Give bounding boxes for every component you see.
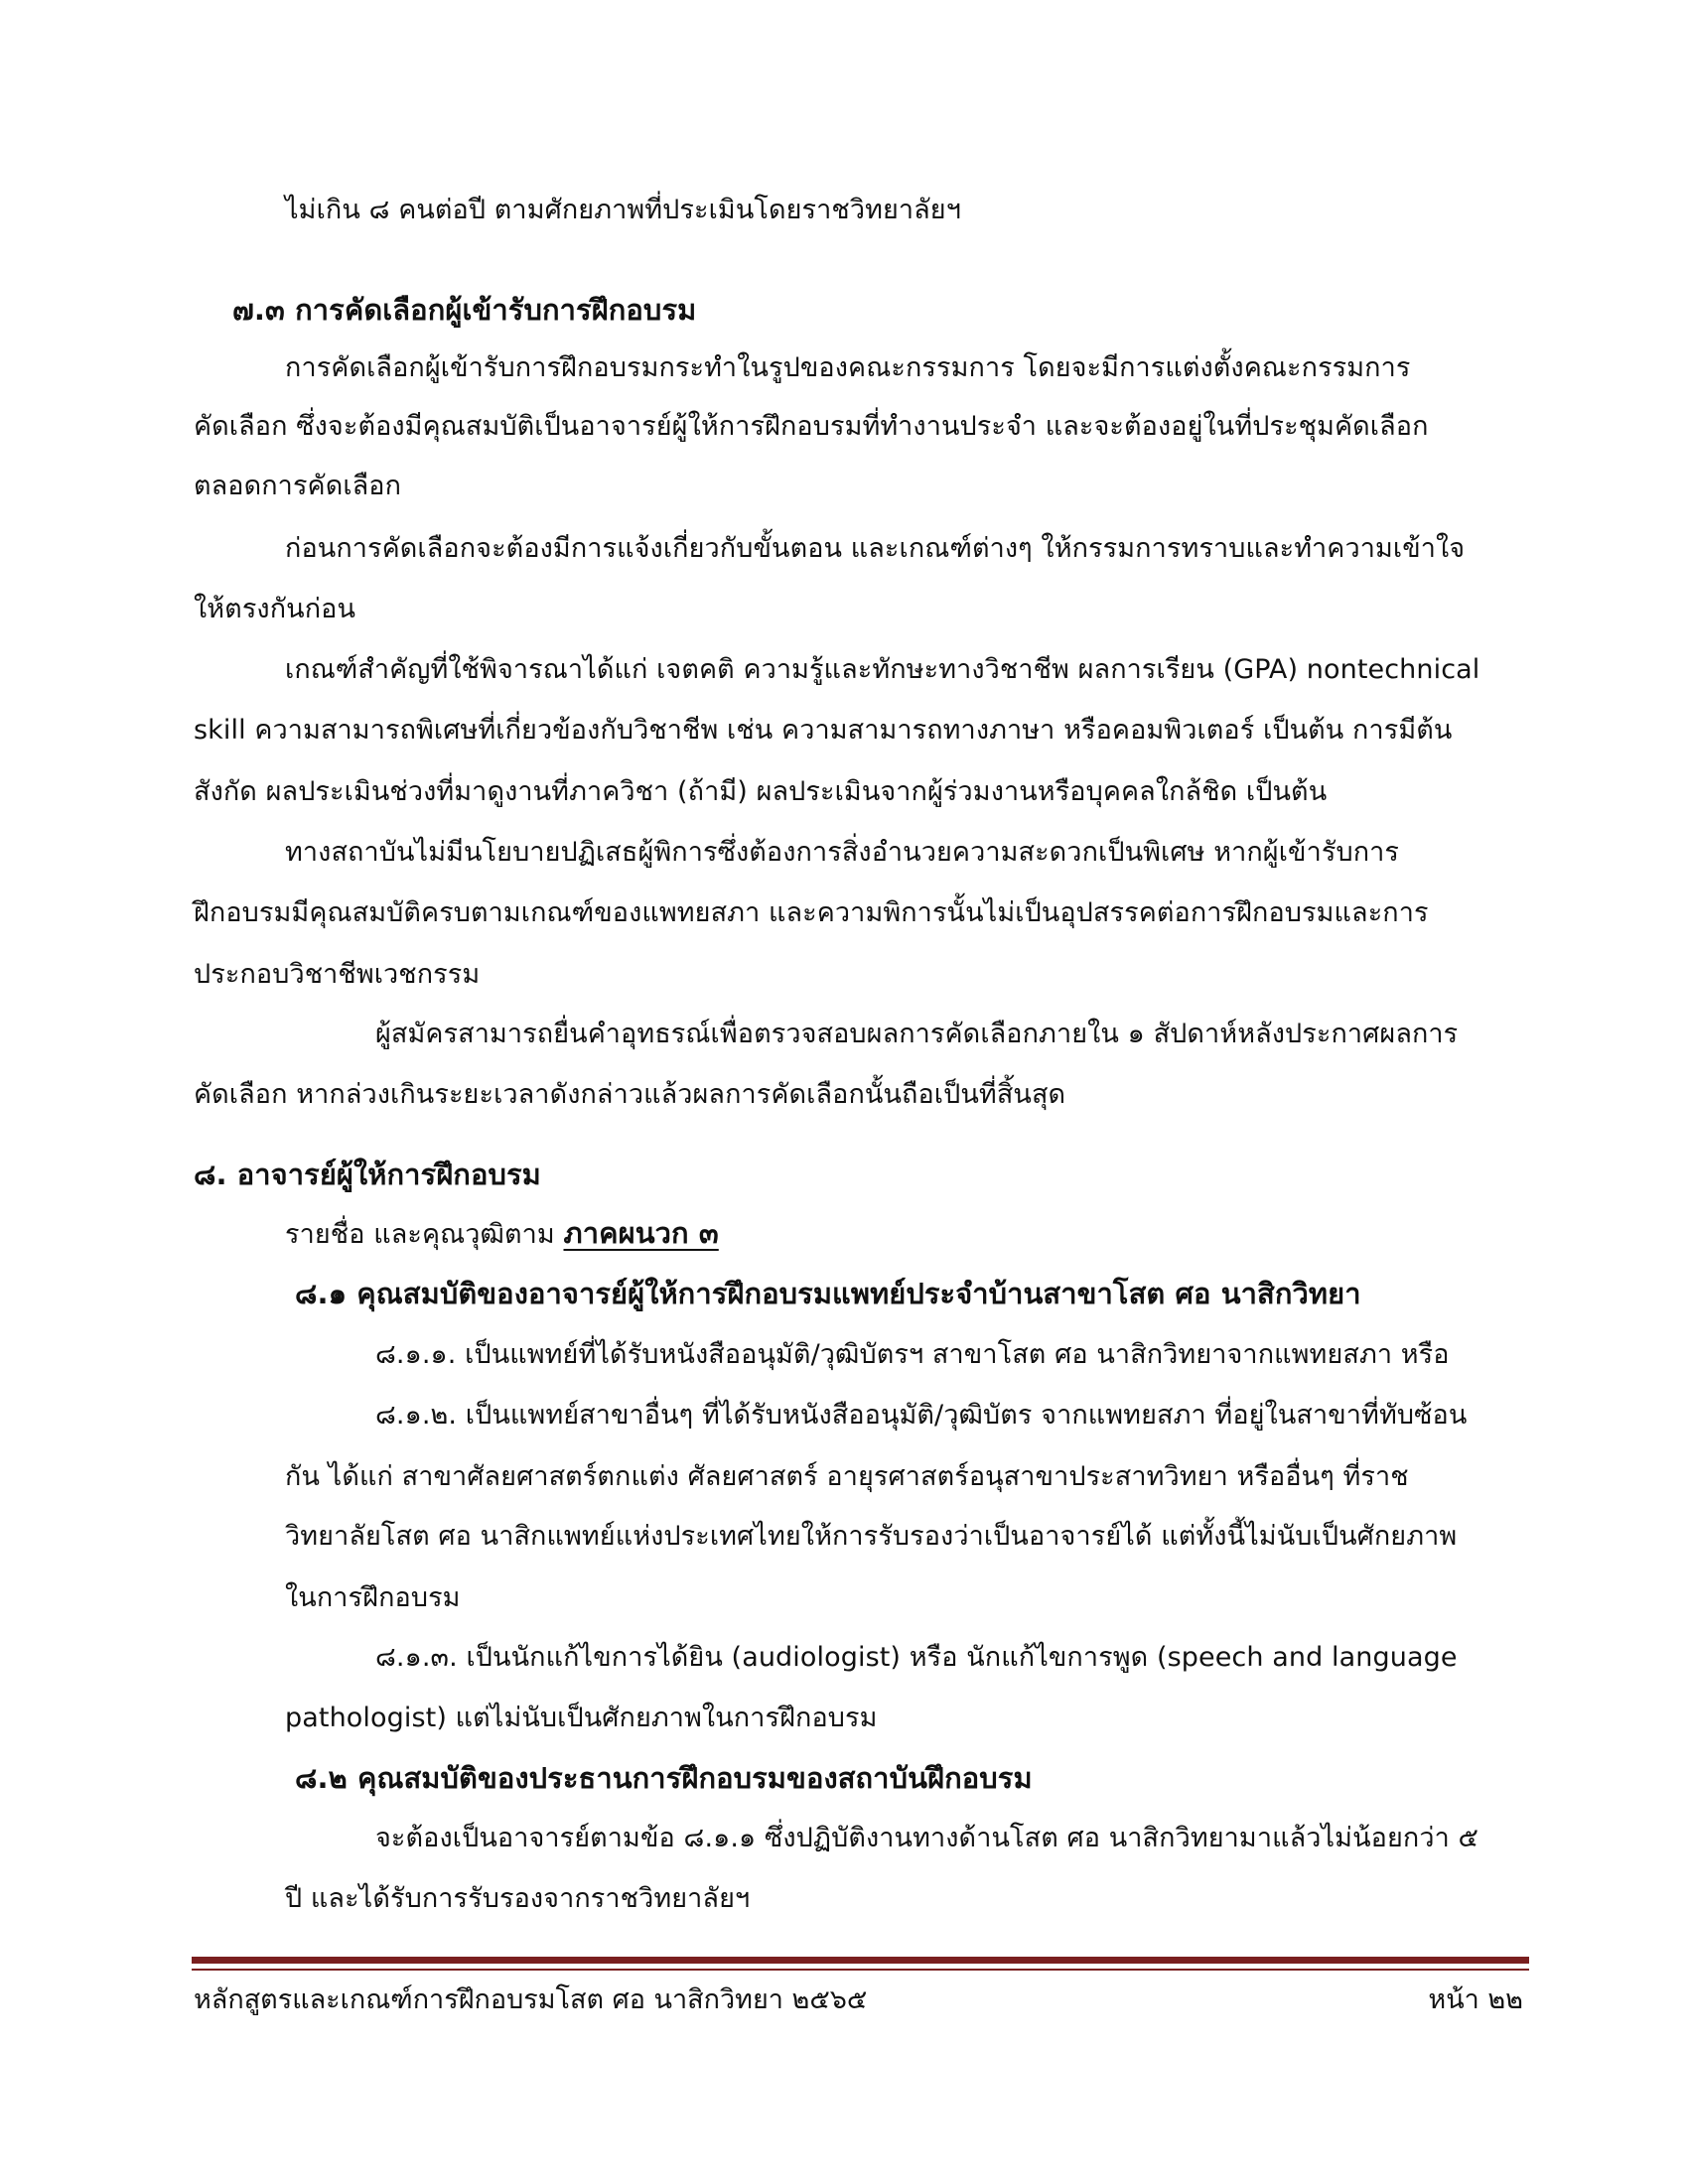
body-line: ในการฝึกอบรม: [285, 1582, 461, 1613]
body-line: skill ความสามารถพิเศษที่เกี่ยวข้องกับวิชาชีพ เช่น ความสามารถทางภาษา หรือคอมพิวเตอร์ เป็นต้น การมีต้น: [194, 715, 1453, 746]
body-line: คัดเลือก ซึ่งจะต้องมีคุณสมบัติเป็นอาจารย์ผู้ให้การฝึกอบรมที่ทำงานประจำ และจะต้องอยู่ในที่ประชุมคัดเลือก: [194, 411, 1429, 442]
body-line: การคัดเลือกผู้เข้ารับการฝึกอบรมกระทำในรูปของคณะกรรมการ โดยจะมีการแต่งตั้งคณะกรรมการ: [285, 352, 1411, 383]
section-heading-8: ๘. อาจารย์ผู้ให้การฝึกอบรม: [194, 1158, 541, 1191]
body-line: เกณฑ์สำคัญที่ใช้พิจารณาได้แก่ เจตคติ ความรู้และทักษะทางวิชาชีพ ผลการเรียน (GPA) nontechnical: [285, 654, 1480, 685]
body-line: ให้ตรงกันก่อน: [194, 594, 356, 624]
section-heading-7-3: ๗.๓ การคัดเลือกผู้เข้ารับการฝึกอบรม: [232, 293, 697, 327]
body-line: กัน ได้แก่ สาขาศัลยศาสตร์ตกแต่ง ศัลยศาสตร์ อายุรศาสตร์อนุสาขาประสาทวิทยา หรืออื่นๆ ที่ราช: [285, 1461, 1409, 1492]
appendix-3-reference: ภาคผนวก ๓: [563, 1216, 719, 1250]
body-line: pathologist) แต่ไม่นับเป็นศักยภาพในการฝึกอบรม: [285, 1703, 878, 1733]
footer-title: หลักสูตรและเกณฑ์การฝึกอบรมโสต ศอ นาสิกวิทยา ๒๕๖๕: [194, 1984, 868, 2015]
body-line: วิทยาลัยโสต ศอ นาสิกแพทย์แห่งประเทศไทยให้การรับรองว่าเป็นอาจารย์ได้ แต่ทั้งนี้ไม่นับเป็นศักยภาพ: [285, 1521, 1458, 1552]
body-text: รายชื่อ และคุณวุฒิตาม: [285, 1219, 564, 1250]
body-line: จะต้องเป็นอาจารย์ตามข้อ ๘.๑.๑ ซึ่งปฏิบัติงานทางด้านโสต ศอ นาสิกวิทยามาแล้วไม่น้อยกว่า ๕: [375, 1823, 1479, 1853]
section-heading-8-2: ๘.๒ คุณสมบัติของประธานการฝึกอบรมของสถาบันฝึกอบรม: [295, 1761, 1033, 1795]
body-line: ไม่เกิน ๘ คนต่อปี ตามศักยภาพที่ประเมินโดยราชวิทยาลัยฯ: [285, 195, 961, 225]
body-line: ๘.๑.๒. เป็นแพทย์สาขาอื่นๆ ที่ได้รับหนังสืออนุมัติ/วุฒิบัตร จากแพทยสภา ที่อยู่ในสาขาที่ทับซ้อน: [375, 1400, 1468, 1431]
body-line: ฝึกอบรมมีคุณสมบัติครบตามเกณฑ์ของแพทยสภา และความพิการนั้นไม่เป็นอุปสรรคต่อการฝึกอบรมและการ: [194, 897, 1429, 928]
body-line: สังกัด ผลประเมินช่วงที่มาดูงานที่ภาควิชา (ถ้ามี) ผลประเมินจากผู้ร่วมงานหรือบุคคลใกล้ชิด เป็นต้น: [194, 776, 1328, 807]
body-line: ปี และได้รับการรับรองจากราชวิทยาลัยฯ: [285, 1883, 751, 1914]
footer-rule-thin: [192, 1969, 1529, 1971]
body-line: ๘.๑.๓. เป็นนักแก้ไขการได้ยิน (audiologist) หรือ นักแก้ไขการพูด (speech and language: [375, 1642, 1458, 1673]
body-line: ตลอดการคัดเลือก: [194, 471, 402, 501]
footer-rule-thick: [192, 1957, 1529, 1964]
body-line: คัดเลือก หากล่วงเกินระยะเวลาดังกล่าวแล้วผลการคัดเลือกนั้นถือเป็นที่สิ้นสุด: [194, 1079, 1066, 1110]
body-line: ประกอบวิชาชีพเวชกรรม: [194, 959, 481, 990]
body-line: ก่อนการคัดเลือกจะต้องมีการแจ้งเกี่ยวกับขั้นตอน และเกณฑ์ต่างๆ ให้กรรมการทราบและทำความเข้าใจ: [285, 533, 1466, 564]
body-line: ๘.๑.๑. เป็นแพทย์ที่ได้รับหนังสืออนุมัติ/วุฒิบัตรฯ สาขาโสต ศอ นาสิกวิทยาจากแพทยสภา หรือ: [375, 1339, 1450, 1370]
body-line: ทางสถาบันไม่มีนโยบายปฏิเสธผู้พิการซึ่งต้องการสิ่งอำนวยความสะดวกเป็นพิเศษ หากผู้เข้ารับการ: [285, 837, 1400, 868]
body-line: ผู้สมัครสามารถยื่นคำอุทธรณ์เพื่อตรวจสอบผลการคัดเลือกภายใน ๑ สัปดาห์หลังประกาศผลการ: [375, 1019, 1459, 1049]
body-line-with-link: [285, 1213, 719, 1255]
page-number: หน้า ๒๒: [1428, 1984, 1523, 2015]
section-heading-8-1: ๘.๑ คุณสมบัติของอาจารย์ผู้ให้การฝึกอบรมแพทย์ประจำบ้านสาขาโสต ศอ นาสิกวิทยา: [295, 1277, 1361, 1310]
